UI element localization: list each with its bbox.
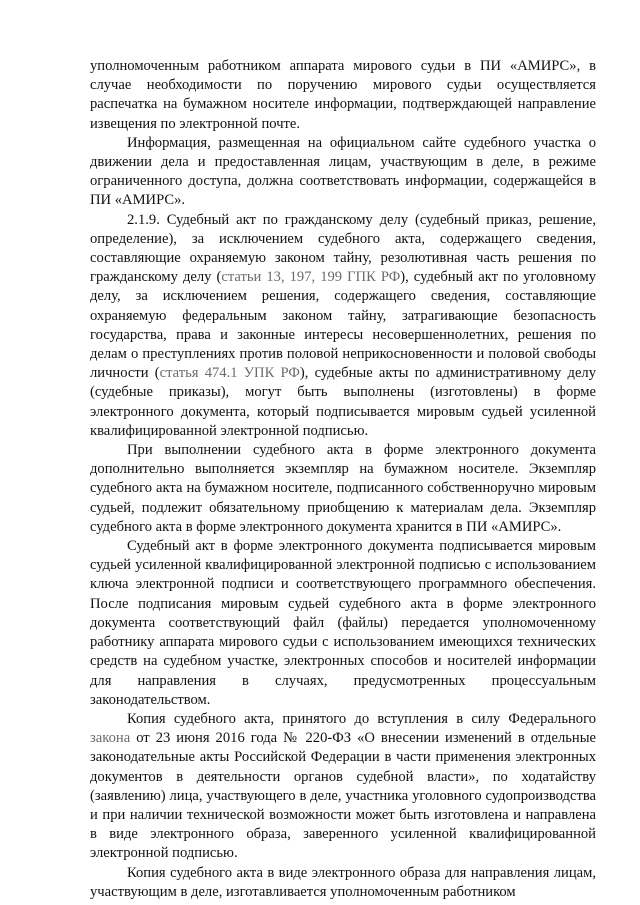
paragraph <box>90 537 596 710</box>
paragraph-text: ), судебный акт по уголовному делу, за исключением решения, содержащего сведения, составляющие охраняемую федеральным законом тайну, затрагивающие безопасность государства, права и законные интересы несовершеннолетних, решения по делам о преступлениях против половой неприкосновенности и половой свободы личности ( <box>90 269 597 382</box>
paragraph <box>90 134 596 211</box>
paragraph-text: Судебный акт в форме электронного документа подписывается мировым судьей усиленной квалифицированной электронной подписью с использованием ключа электронной подписи и соответствующего программного обеспечения. После подписания мировым судьей судебного акта в форме электронного документа соответствующий файл (файлы) передается уполномоченному работнику аппарата мирового судьи с использованием имеющихся технических средств на судебном участке, электронных способов и носителей информации для направления в случаях, предусмотренных процессуальным законодательством. <box>90 538 596 708</box>
paragraph-text: ), судебные акты по административному делу (судебные приказы), могут быть выполнены (изготовлены) в форме электронного документа, который подписывается мировым судьей усиленной квалифицированной электронной подписью. <box>90 365 597 439</box>
paragraph <box>90 441 596 537</box>
legal-reference-link[interactable]: статьи 13, 197, 199 ГПК РФ <box>221 269 401 286</box>
paragraph-text: При выполнении судебного акта в форме электронного документа дополнительно выполняется экземпляр на бумажном носителе. Экземпляр судебного акта на бумажном носителе, подписанного собственноручно мировым судьей, подлежит обязательному приобщению к материалам дела. Экземпляр судебного акта в форме электронного документа хранится в ПИ «АМИРС». <box>90 442 596 535</box>
paragraph-text: 2.1.9. Судебный акт по гражданскому делу (судебный приказ, решение, определение), за исключением судебного акта, содержащего сведения, составляющие охраняемую законом тайну, резолютивная часть решения по гражданскому делу ( <box>90 211 596 286</box>
paragraph-text: уполномоченным работником аппарата мирового судьи в ПИ «АМИРС», в случае необходимости по поручению мирового судьи осуществляется распечатка на бумажном носителе информации, подтверждающей направление извещения по электронной почте. <box>90 58 596 132</box>
paragraph-text: от 23 июня 2016 года № 220-ФЗ «О внесении изменений в отдельные законодательные акты Российской Федерации в части применения электронных документов в деятельности органов судебной власти», по ходатайству (заявлению) лица, участвующего в деле, участника уголовного судопроизводства и при наличии технической возможности может быть изготовлена и направлена в виде электронного образа, заверенного усиленной квалифицированной электронной подписью. <box>90 730 596 862</box>
paragraph <box>90 57 596 134</box>
paragraph <box>90 710 596 864</box>
document-page <box>90 57 596 902</box>
paragraph-text: Копия судебного акта в виде электронного образа для направления лицам, участвующим в деле, изготавливается уполномоченным работником <box>90 864 596 900</box>
paragraph <box>90 864 596 902</box>
paragraph-text: Копия судебного акта, принятого до вступления в силу Федерального <box>127 710 596 727</box>
paragraph-text: Информация, размещенная на официальном сайте судебного участка о движении дела и предоставленная лицам, участвующим в деле, в режиме ограниченного доступа, должна соответствовать информации, содержащейся в ПИ «АМИРС». <box>90 134 596 209</box>
paragraph <box>90 211 596 441</box>
legal-reference-link[interactable]: статья 474.1 УПК РФ <box>159 365 300 382</box>
legal-reference-link[interactable]: закона <box>90 730 131 747</box>
